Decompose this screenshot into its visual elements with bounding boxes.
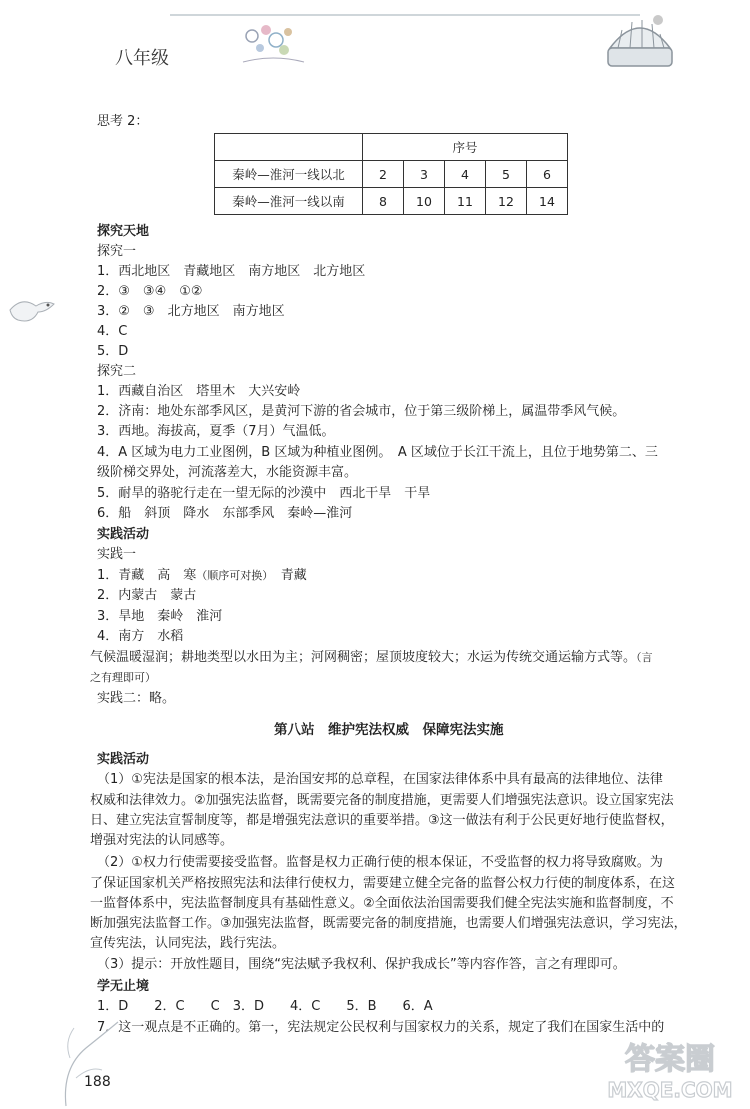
paragraph-line: 一监督体系中，宪法监督制度具有基础性意义。②全面依法治国需要我们健全宪法实施和监督制度，不 <box>90 896 674 911</box>
station8-title: 第八站 维护宪法权威 保障宪法实施 <box>274 722 504 738</box>
list-item: 5．耐旱的骆驼行走在一望无际的沙漠中 西北干旱 干旱 <box>97 486 431 501</box>
svg-text:答案圈: 答案圈 <box>625 1042 715 1077</box>
list-item: 2．济南：地处东部季风区，是黄河下游的省会城市，位于第三级阶梯上，属温带季风气候。 <box>97 404 626 419</box>
explore-part2-title: 探究二 <box>97 364 137 379</box>
paragraph-line: 断加强宪法监督工作。③加强宪法监督，既需要完备的制度措施，也需要人们增强宪法意识，学习宪法， <box>90 916 687 931</box>
list-item: 2．内蒙古 蒙古 <box>97 588 197 603</box>
list-item: 4．A 区域为电力工业图例，B 区域为种植业图例。 A 区域位于长江干流上，且位于地势第二、三 <box>97 445 658 460</box>
list-item: 3．西地。海拔高，夏季（7月）气温低。 <box>97 424 335 439</box>
list-item: 5．D <box>97 344 129 359</box>
list-item: 4．C <box>97 324 128 339</box>
paragraph-line: （3）提示：开放性题目，围绕“宪法赋予我权利、保护我成长”等内容作答，言之有理即可。 <box>97 957 626 972</box>
watermark-logo <box>600 1035 740 1105</box>
paragraph-line: 日、建立宪法宣誓制度等，都是增强宪法意识的重要举措。③这一做法有利于公民更好地行使监督权， <box>90 813 674 828</box>
list-item: 3．旱地 秦岭 淮河 <box>97 609 223 624</box>
list-item: 1．青藏 高 寒（顺序可对换） 青藏 <box>97 568 307 583</box>
thinking2-label: 思考 2： <box>97 114 149 129</box>
bird-decoration-icon <box>2 290 62 330</box>
flower-decoration-icon <box>238 18 308 68</box>
explore-part1-title: 探究一 <box>97 244 137 259</box>
station8-practice-title: 实践活动 <box>97 752 150 767</box>
practice-part2: 实践二：略。 <box>97 691 176 706</box>
leaf-decoration-icon <box>56 1018 126 1108</box>
table-row: 秦岭—淮河一线以南 8 10 11 12 14 <box>215 188 568 215</box>
endless-title: 学无止境 <box>97 979 150 994</box>
list-item: 2．③ ③④ ①② <box>97 284 203 299</box>
paragraph-line: 权威和法律效力。②加强宪法监督，既需要完备的制度措施，更需要人们增强宪法意识。设立国家宪法 <box>90 793 674 808</box>
list-item: 级阶梯交界处，河流落差大，水能资源丰富。 <box>97 465 358 480</box>
answers-line: 1．D 2．C C 3．D 4．C 5．B 6．A <box>97 999 433 1014</box>
paragraph-line: （1）①宪法是国家的根本法，是治国安邦的总章程，在国家法律体系中具有最高的法律地位、法律 <box>97 772 663 787</box>
table-row: 秦岭—淮河一线以北 2 3 4 5 6 <box>215 161 568 188</box>
explore-title: 探究天地 <box>97 224 150 239</box>
paragraph-line: 增强对宪法的认同感等。 <box>90 833 234 848</box>
practice-part1-title: 实践一 <box>97 547 137 562</box>
paragraph-line: （2）①权力行使需要接受监督。监督是权力正确行使的根本保证，不受监督的权力将导致腐败。为 <box>97 855 663 870</box>
list-item: 1．西北地区 青藏地区 南方地区 北方地区 <box>97 264 366 279</box>
paragraph-line: 了保证国家机关严格按照宪法和法律行使权力，需要建立健全完备的监督公权力行使的制度体系，在这 <box>90 876 676 891</box>
basket-decoration-icon <box>600 8 680 78</box>
table-header: 序号 <box>363 134 568 161</box>
paragraph-line: 宣传宪法，认同宪法，践行宪法。 <box>90 936 286 951</box>
list-item: 4．南方 水稻 <box>97 629 184 644</box>
climate-line-end: 之有理即可） <box>90 671 156 684</box>
grade-label: 八年级 <box>115 48 169 69</box>
climate-line: 气候温暖湿润；耕地类型以水田为主；河网稠密；屋顶坡度较大；水运为传统交通运输方式等。（言 <box>90 650 653 665</box>
list-item: 1．西藏自治区 塔里木 大兴安岭 <box>97 384 301 399</box>
list-item: 6．船 斜顶 降水 东部季风 秦岭—淮河 <box>97 506 353 521</box>
thinking2-table <box>214 133 568 215</box>
svg-text:MXQE.COM: MXQE.COM <box>607 1078 733 1102</box>
list-item: 3．② ③ 北方地区 南方地区 <box>97 304 285 319</box>
page-number: 188 <box>84 1074 111 1090</box>
paragraph-line: 7．这一观点是不正确的。第一，宪法规定公民权利与国家权力的关系，规定了我们在国家生活中的 <box>97 1020 665 1035</box>
practice-title: 实践活动 <box>97 527 150 542</box>
header-rule <box>170 14 640 16</box>
